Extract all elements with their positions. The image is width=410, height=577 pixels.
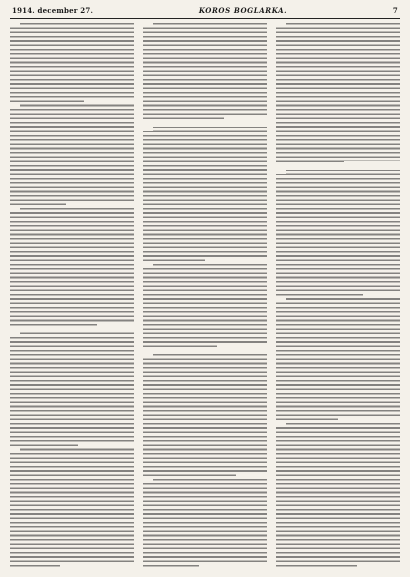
paragraph-gap	[10, 327, 134, 332]
paragraph-end	[78, 443, 134, 447]
paragraph-indent	[10, 104, 20, 108]
page-number: 7	[392, 6, 398, 15]
text-column-1	[10, 23, 134, 569]
paragraph-end	[357, 564, 400, 568]
paragraph-indent	[10, 23, 20, 27]
paragraph-indent	[143, 23, 153, 27]
text-column-2	[143, 23, 267, 569]
paragraph-end	[199, 564, 267, 568]
paragraph-gap	[143, 121, 267, 127]
paragraph-end	[84, 100, 134, 104]
paragraph-end	[60, 564, 134, 568]
paragraph-indent	[143, 127, 153, 131]
paragraph-indent	[276, 170, 286, 174]
paragraph-end	[338, 418, 400, 422]
body-text-lines	[143, 23, 267, 569]
paragraph-gap	[143, 349, 267, 354]
body-text-lines	[10, 23, 134, 569]
issue-date: 1914. december 27.	[12, 6, 94, 15]
masthead	[10, 6, 400, 18]
text-column-3	[276, 23, 400, 569]
paragraph-indent	[276, 422, 286, 426]
paragraph-indent	[276, 23, 286, 27]
text-columns	[10, 23, 400, 569]
paragraph-end	[205, 259, 267, 263]
paragraph-indent	[10, 332, 20, 336]
masthead-rule	[10, 18, 400, 19]
paragraph-gap	[276, 165, 400, 170]
paragraph-end	[66, 203, 134, 207]
newspaper-title: KOROS BOGLARKA.	[198, 6, 288, 15]
paragraph-indent	[10, 447, 20, 451]
paragraph-indent	[143, 354, 153, 358]
paragraph-indent	[143, 263, 153, 267]
paragraph-indent	[143, 477, 153, 481]
paragraph-indent	[10, 207, 20, 211]
paragraph-end	[236, 473, 267, 477]
paragraph-indent	[276, 297, 286, 301]
paragraph-end	[363, 293, 400, 297]
